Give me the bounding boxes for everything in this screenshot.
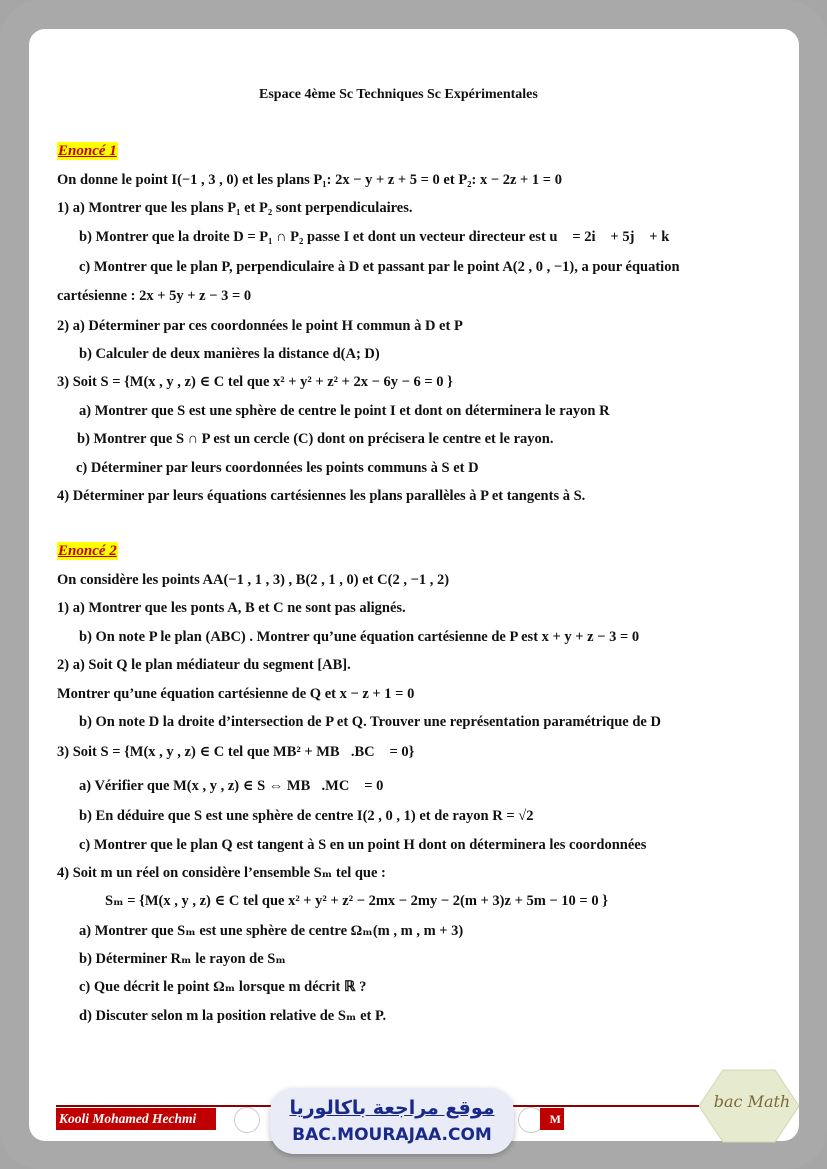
e1-q3b: b) Montrer que S ∩ P est un cercle (C) dont on précisera le centre et le rayon.	[77, 431, 554, 447]
site-banner-arabic[interactable]: موقع مراجعة باكالوريا	[289, 1097, 495, 1119]
enonce-1-label: Enoncé 1	[58, 143, 117, 159]
e2-q4d: d) Discuter selon m la position relative de Sₘ et P.	[79, 1008, 387, 1024]
e1-q1c-cont: cartésienne : 2x + 5y + z − 3 = 0	[57, 288, 252, 304]
e2-q1b: b) On note P le plan (ABC) . Montrer qu’une équation cartésienne de P est x + y + z − 3 = 0	[79, 629, 640, 645]
e2-q3b: b) En déduire que S est une sphère de centre I(2 , 0 , 1) et de rayon R = √2	[79, 808, 534, 824]
e1-q2b: b) Calculer de deux manières la distance d(A; D)	[79, 346, 380, 362]
bac-math-logo-text: bac Math	[713, 1092, 791, 1111]
e1-q2a: 2) a) Déterminer par ces coordonnées le point H commun à D et P	[57, 318, 463, 334]
e2-q3: 3) Soit S = {M(x , y , z) ∈ C tel que MB² + MB⃗.BC⃗ = 0}	[57, 744, 415, 760]
e2-q4: 4) Soit m un réel on considère l’ensemble Sₘ tel que :	[57, 865, 386, 881]
e2-q4c: c) Que décrit le point Ωₘ lorsque m décrit ℝ ?	[79, 979, 367, 995]
footer-author: Kooli Mohamed Hechmi	[56, 1108, 216, 1130]
e2-q2a-cont: Montrer qu’une équation cartésienne de Q et x − z + 1 = 0	[57, 686, 415, 702]
e2-q2b: b) On note D la droite d’intersection de P et Q. Trouver une représentation paramétrique de D	[79, 714, 661, 730]
e2-q1a: 1) a) Montrer que les ponts A, B et C ne sont pas alignés.	[57, 600, 406, 616]
e1-q4: 4) Déterminer par leurs équations cartésiennes les plans parallèles à P et tangents à S.	[57, 488, 586, 504]
e1-q1a: 1) a) Montrer que les plans P₁ et P₂ sont perpendiculaires.	[57, 200, 413, 216]
e2-q3a: a) Vérifier que M(x , y , z) ∈ S ⇔ MB⃗.MC⃗ = 0	[79, 778, 384, 794]
site-banner-url[interactable]: BAC.MOURAJAA.COM	[292, 1125, 492, 1145]
site-banner[interactable]	[270, 1088, 514, 1154]
e1-q1b: b) Montrer que la droite D = P₁ ∩ P₂ passe I et dont un vecteur directeur est u⃗ = 2i⃗ + 5j⃗ + k⃗	[79, 229, 681, 245]
e1-q3c: c) Déterminer par leurs coordonnées les points communs à S et D	[76, 460, 479, 476]
e1-q1c: c) Montrer que le plan P, perpendiculaire à D et passant par le point A(2 , 0 , −1), a pour équation	[79, 259, 680, 275]
e2-q3c: c) Montrer que le plan Q est tangent à S en un point H dont on déterminera les coordonnées	[79, 837, 647, 853]
document-title: Espace 4ème Sc Techniques Sc Expérimentales	[259, 87, 538, 102]
footer-mini-logo-left	[234, 1107, 260, 1133]
e2-q4b: b) Déterminer Rₘ le rayon de Sₘ	[79, 951, 286, 967]
e1-line-intro: On donne le point I(−1 , 3 , 0) et les plans P₁: 2x − y + z + 5 = 0 et P₂: x − 2z + 1 = 0	[57, 172, 562, 188]
footer-right-tag: M	[540, 1108, 564, 1130]
e2-q2a: 2) a) Soit Q le plan médiateur du segment [AB].	[57, 657, 351, 673]
e2-line-intro: On considère les points AA(−1 , 1 , 3) , B(2 , 1 , 0) et C(2 , −1 , 2)	[57, 572, 450, 588]
e2-q4a: a) Montrer que Sₘ est une sphère de centre Ωₘ(m , m , m + 3)	[79, 923, 464, 939]
e1-q3a: a) Montrer que S est une sphère de centre le point I et dont on déterminera le rayon R	[79, 403, 610, 419]
e2-q4-set: Sₘ = {M(x , y , z) ∈ C tel que x² + y² + z² − 2mx − 2my − 2(m + 3)z + 5m − 10 = 0 }	[105, 893, 608, 909]
enonce-2-label: Enoncé 2	[58, 543, 117, 559]
e1-q3: 3) Soit S = {M(x , y , z) ∈ C tel que x² + y² + z² + 2x − 6y − 6 = 0 }	[57, 374, 453, 390]
